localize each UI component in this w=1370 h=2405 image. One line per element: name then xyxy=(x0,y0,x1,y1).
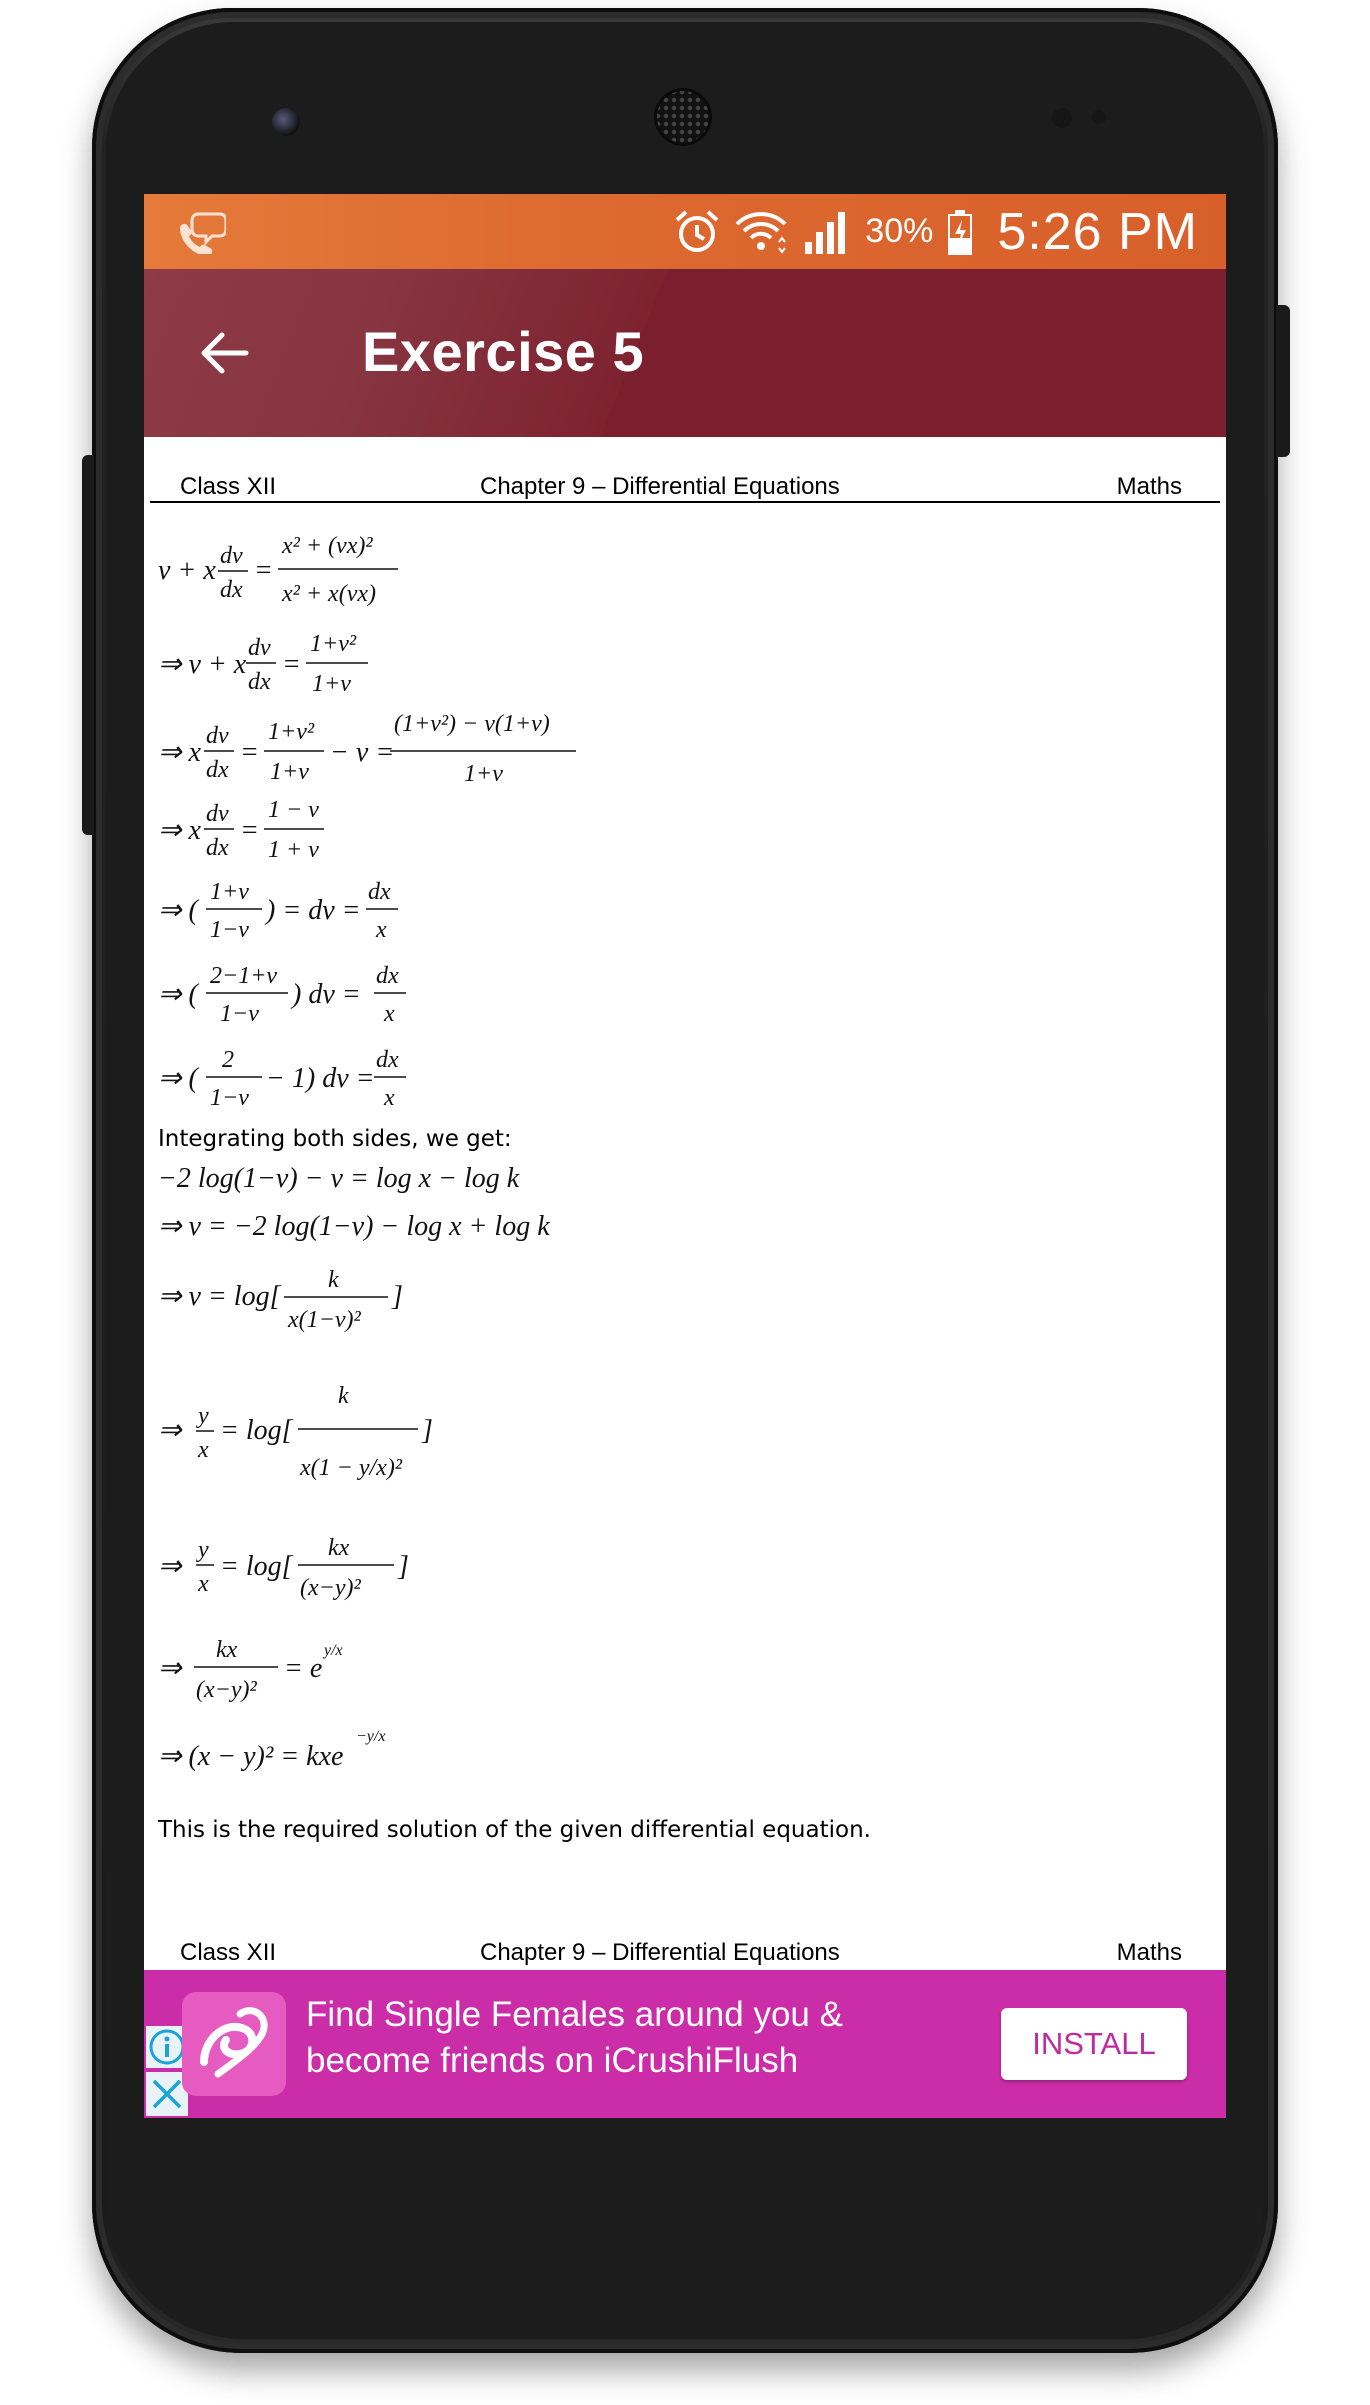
install-button[interactable]: INSTALL xyxy=(1001,2008,1187,2080)
app-bar xyxy=(144,269,1226,437)
svg-text:− 1) dv =: − 1) dv = xyxy=(266,1063,375,1094)
svg-text:⇒: ⇒ xyxy=(158,1653,182,1684)
ad-text-line1: Find Single Females around you & xyxy=(306,1995,843,2034)
svg-text:1+v: 1+v xyxy=(464,761,503,787)
integrating-text: Integrating both sides, we get: xyxy=(158,1126,512,1152)
svg-text:dx: dx xyxy=(220,577,243,603)
svg-text:dx: dx xyxy=(368,879,391,905)
svg-text:1−v: 1−v xyxy=(210,917,249,943)
svg-text:x(1−v)²: x(1−v)² xyxy=(288,1307,361,1333)
svg-text:k: k xyxy=(338,1383,349,1409)
svg-text:⇒ (: ⇒ ( xyxy=(158,895,198,926)
light-sensor xyxy=(1092,110,1106,124)
chat-notification-icon xyxy=(176,210,226,254)
alarm-icon xyxy=(673,208,721,256)
status-bar xyxy=(144,194,1226,269)
document-page[interactable] xyxy=(144,437,1226,2118)
screen xyxy=(144,194,1226,2118)
ad-banner[interactable] xyxy=(144,1970,1226,2118)
conclusion-text: This is the required solution of the given differential equation. xyxy=(158,1817,871,1843)
svg-text:=: = xyxy=(254,555,273,586)
svg-text:⇒: ⇒ xyxy=(158,1415,182,1446)
svg-text:x: x xyxy=(198,1571,209,1597)
cell-signal-icon xyxy=(801,208,851,256)
header-chapter: Chapter 9 – Differential Equations xyxy=(480,473,840,500)
svg-text:x² + x(vx): x² + x(vx) xyxy=(282,581,376,607)
clock: 5:26 PM xyxy=(997,202,1198,261)
svg-text:⇒ (x − y)² = kxe: ⇒ (x − y)² = kxe xyxy=(158,1741,344,1772)
svg-text:2−1+v: 2−1+v xyxy=(210,963,278,989)
svg-text:]: ] xyxy=(422,1415,433,1446)
svg-text:=: = xyxy=(240,737,259,768)
svg-text:dv: dv xyxy=(206,801,229,827)
earpiece-speaker xyxy=(654,88,712,146)
svg-text:dx: dx xyxy=(376,963,399,989)
solution-equation-image xyxy=(158,1157,718,1837)
power-button xyxy=(1276,305,1290,457)
svg-text:⇒ v + x: ⇒ v + x xyxy=(158,649,247,680)
svg-text:1+v²: 1+v² xyxy=(268,719,315,745)
svg-text:dx: dx xyxy=(206,757,229,783)
header-subject: Maths xyxy=(1116,1939,1182,1966)
svg-text:⇒ (: ⇒ ( xyxy=(158,979,198,1010)
svg-text:) = dv =: ) = dv = xyxy=(266,895,361,926)
wifi-icon xyxy=(735,208,787,256)
svg-text:⇒ v = −2 log(1−v) − log x + lo: ⇒ v = −2 log(1−v) − log x + log k xyxy=(158,1211,550,1242)
svg-text:2: 2 xyxy=(222,1047,234,1073)
header-subject: Maths xyxy=(1116,473,1182,500)
svg-text:1+v: 1+v xyxy=(270,759,309,785)
svg-text:dv: dv xyxy=(206,723,229,749)
page-header xyxy=(150,473,1220,503)
svg-text:y: y xyxy=(198,1537,209,1563)
header-chapter: Chapter 9 – Differential Equations xyxy=(480,1939,840,1966)
svg-text:= e: = e xyxy=(284,1653,323,1684)
svg-text:) dv =: ) dv = xyxy=(292,979,361,1010)
svg-text:]: ] xyxy=(398,1551,409,1582)
svg-text:=: = xyxy=(240,815,259,846)
back-arrow-icon[interactable] xyxy=(194,323,254,383)
svg-text:dv: dv xyxy=(220,543,243,569)
svg-text:x: x xyxy=(384,1085,395,1111)
svg-text:= log[: = log[ xyxy=(220,1415,293,1446)
svg-text:x² + (vx)²: x² + (vx)² xyxy=(282,533,373,559)
svg-text:y: y xyxy=(198,1403,209,1429)
status-icons xyxy=(673,194,1198,269)
svg-text:v + x: v + x xyxy=(158,555,216,586)
svg-text:=: = xyxy=(282,649,301,680)
svg-text:1+v²: 1+v² xyxy=(310,631,357,657)
proximity-sensor xyxy=(1052,108,1072,128)
svg-text:= log[: = log[ xyxy=(220,1551,293,1582)
svg-text:⇒ x: ⇒ x xyxy=(158,737,201,768)
svg-text:−y/x: −y/x xyxy=(356,1728,386,1745)
header-class: Class XII xyxy=(180,473,277,500)
svg-text:dx: dx xyxy=(376,1047,399,1073)
svg-text:y/x: y/x xyxy=(324,1642,343,1659)
svg-text:(1+v²) − v(1+v): (1+v²) − v(1+v) xyxy=(394,711,550,737)
battery-percent: 30% xyxy=(865,212,934,250)
page-title: Exercise 5 xyxy=(362,320,645,383)
next-page-header xyxy=(150,1939,1220,1967)
svg-text:x: x xyxy=(376,917,387,943)
header-class: Class XII xyxy=(180,1939,277,1966)
svg-text:1+v: 1+v xyxy=(312,671,351,697)
svg-text:x(1 − y/x)²: x(1 − y/x)² xyxy=(300,1455,402,1481)
svg-text:1+v: 1+v xyxy=(210,879,249,905)
svg-text:kx: kx xyxy=(216,1637,238,1663)
volume-button xyxy=(82,455,94,835)
svg-text:dv: dv xyxy=(248,635,271,661)
svg-text:dx: dx xyxy=(248,669,271,695)
svg-text:x: x xyxy=(384,1001,395,1027)
svg-text:(x−y)²: (x−y)² xyxy=(196,1677,257,1703)
svg-text:⇒ x: ⇒ x xyxy=(158,815,201,846)
svg-text:1 − v: 1 − v xyxy=(268,797,319,823)
ad-text[interactable] xyxy=(306,1992,906,2084)
svg-text:kx: kx xyxy=(328,1535,350,1561)
svg-text:− v =: − v = xyxy=(330,737,395,768)
svg-text:−2 log(1−v) − v = log x − log: −2 log(1−v) − v = log x − log k xyxy=(158,1163,520,1194)
front-camera xyxy=(272,108,300,136)
svg-text:⇒ v = log[: ⇒ v = log[ xyxy=(158,1281,281,1312)
svg-text:1−v: 1−v xyxy=(220,1001,259,1027)
svg-text:x: x xyxy=(198,1437,209,1463)
ad-text-line2: become friends on iCrushiFlush xyxy=(306,2041,799,2080)
svg-text:1−v: 1−v xyxy=(210,1085,249,1111)
ad-app-logo xyxy=(182,1992,286,2096)
svg-text:]: ] xyxy=(392,1281,403,1312)
svg-text:⇒: ⇒ xyxy=(158,1551,182,1582)
svg-text:1 + v: 1 + v xyxy=(268,837,319,863)
svg-text:(x−y)²: (x−y)² xyxy=(300,1575,361,1601)
svg-text:⇒ (: ⇒ ( xyxy=(158,1063,198,1094)
svg-text:dx: dx xyxy=(206,835,229,861)
battery-charging-icon xyxy=(947,208,973,256)
svg-text:k: k xyxy=(328,1267,339,1293)
